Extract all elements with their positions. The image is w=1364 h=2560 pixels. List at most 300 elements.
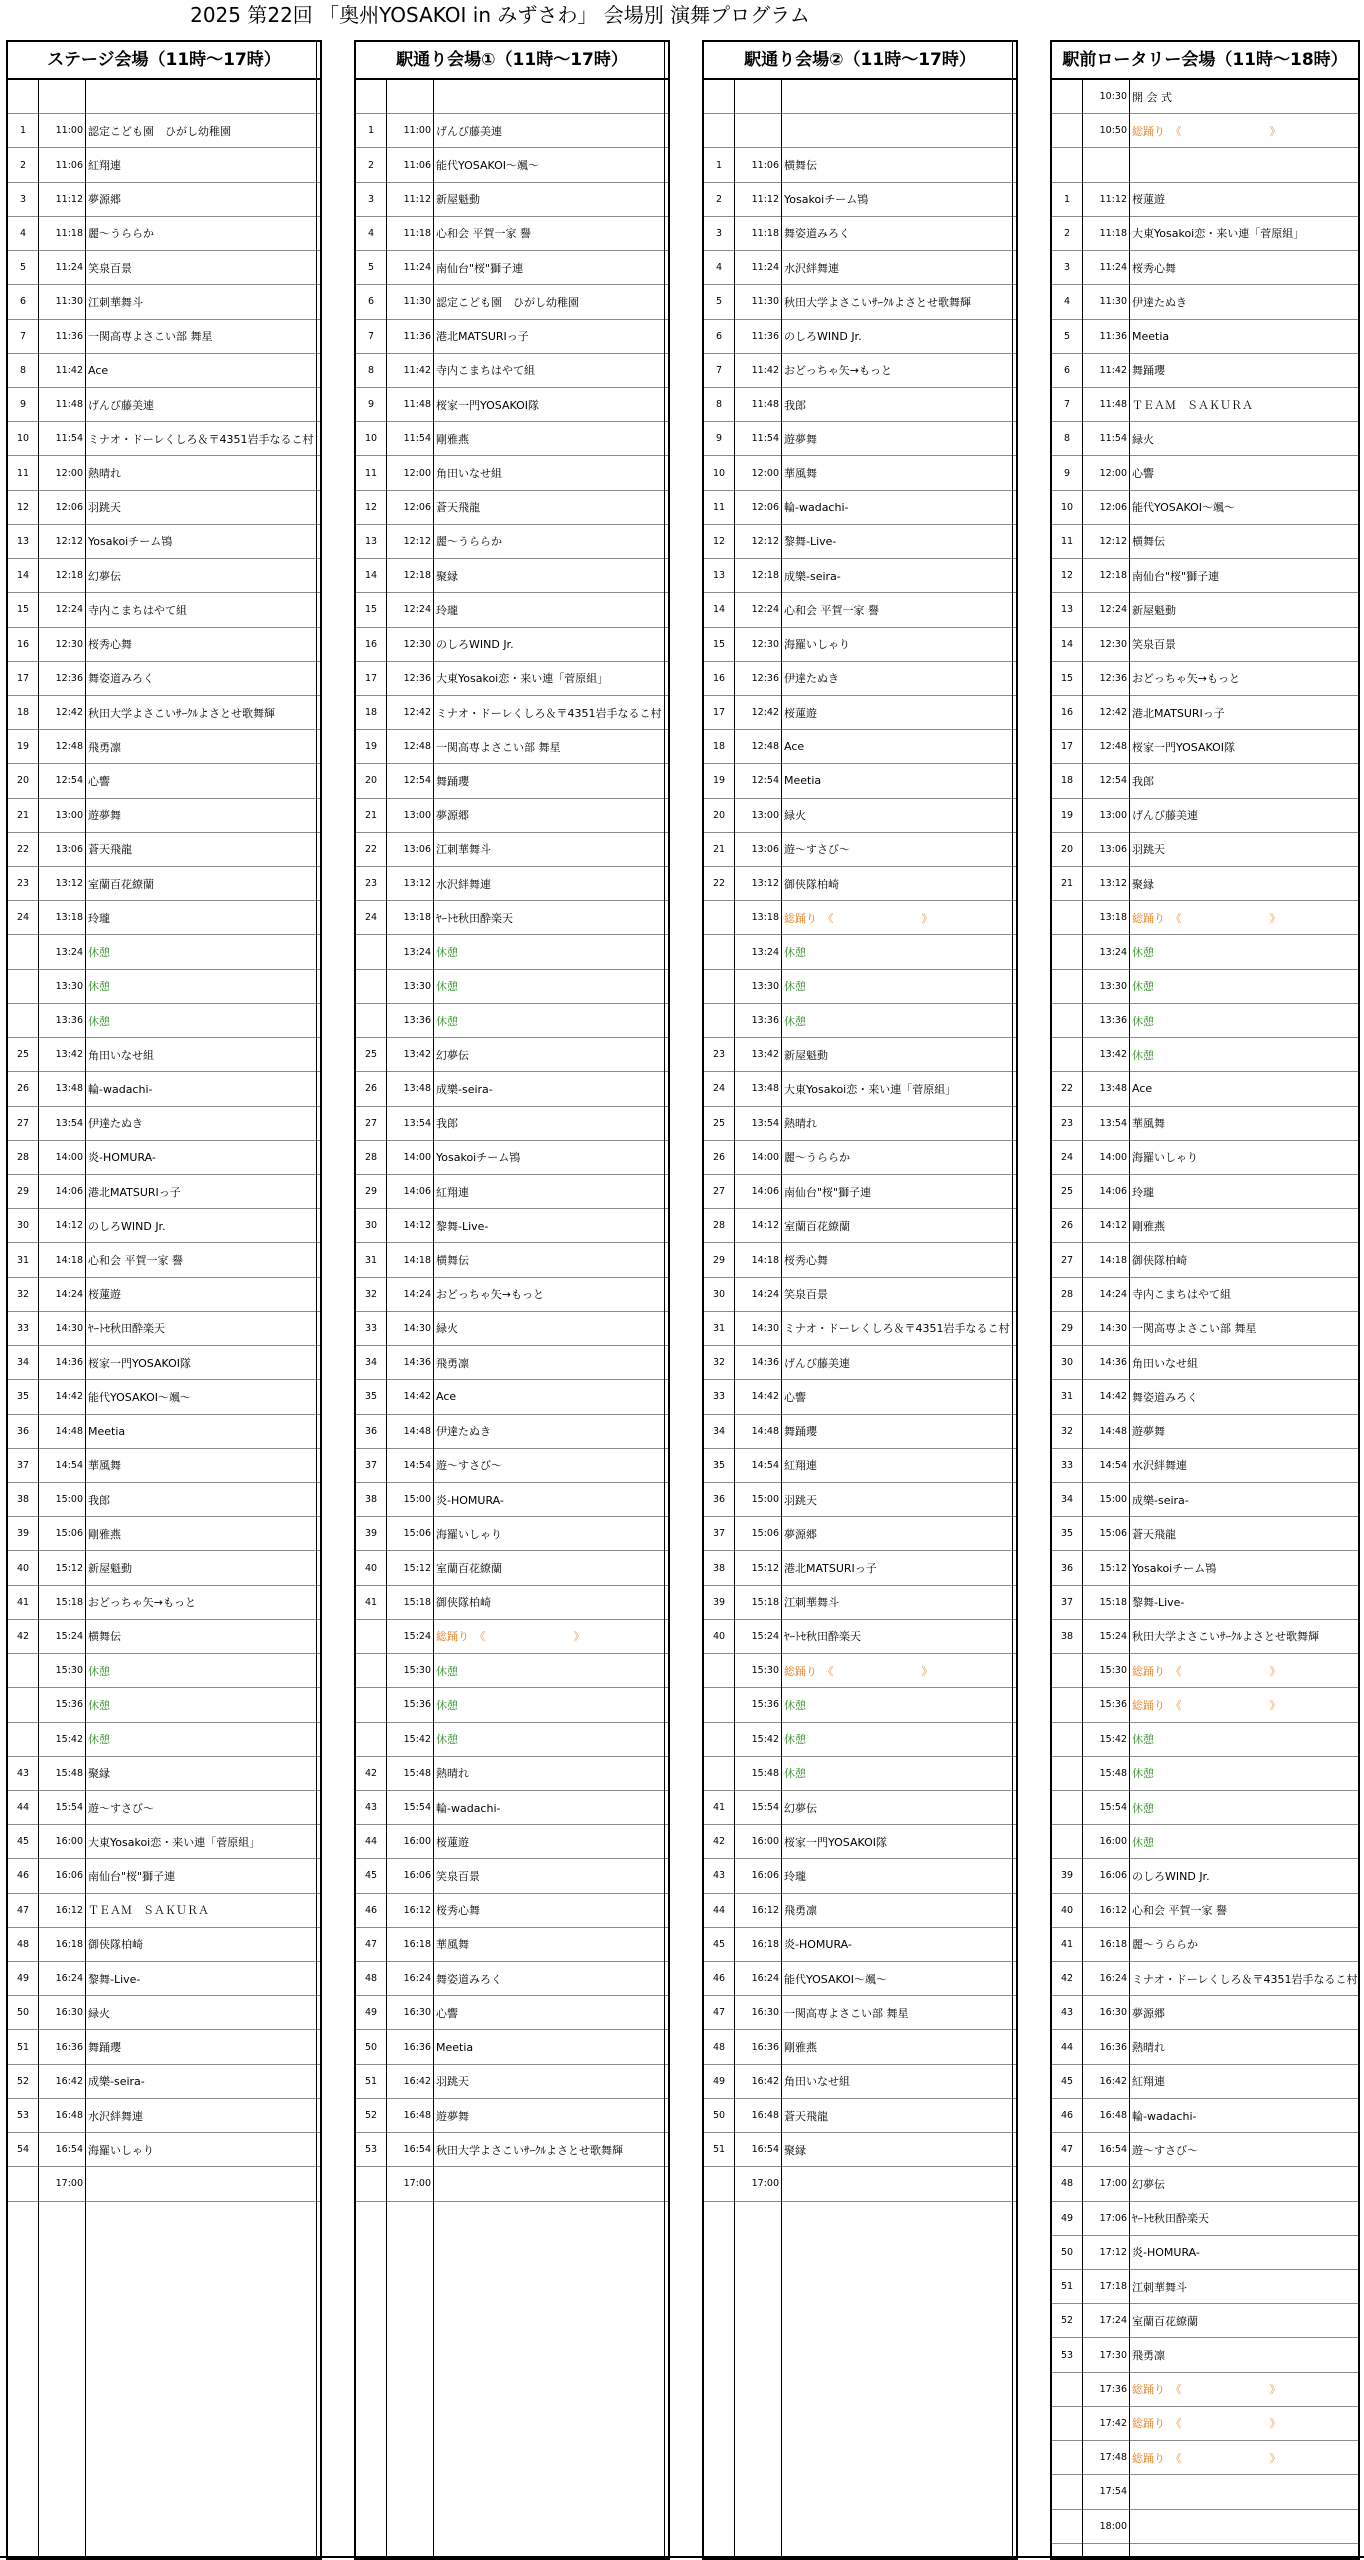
schedule-row	[8, 1449, 320, 1483]
break-label: 休憩	[1132, 1733, 1154, 1747]
performance-number: 43	[16, 1767, 30, 1779]
inner-column-line	[734, 80, 735, 2558]
schedule-row	[8, 2030, 320, 2064]
break-label: 休憩	[88, 1664, 110, 1678]
schedule-row	[1052, 559, 1358, 593]
team-name: 秋田大学よさこいｻｰｸﾙよさとせ歌舞輝	[436, 2143, 623, 2157]
performance-number: 33	[364, 1322, 378, 1334]
performance-number	[1052, 1723, 1082, 1756]
team-name: 蒼天飛龍	[436, 501, 480, 515]
schedule-row	[704, 730, 1016, 764]
schedule-row	[704, 1825, 1016, 1859]
team-name: 羽跳天	[1132, 843, 1165, 857]
start-time: 15:54	[403, 1802, 431, 1814]
start-time: 11:24	[55, 262, 83, 274]
team-name: 華風舞	[1132, 1117, 1165, 1131]
start-time: 15:54	[751, 1802, 779, 1814]
start-time: 15:24	[55, 1630, 83, 1642]
start-time: 14:42	[403, 1391, 431, 1403]
team-name: 江刺華舞斗	[784, 1596, 839, 1610]
performance-number: 32	[1060, 1425, 1074, 1437]
start-time: 16:36	[1099, 2041, 1127, 2053]
performance-number	[1052, 1038, 1082, 1071]
schedule-row	[356, 1278, 668, 1312]
break-label: 休憩	[784, 1014, 806, 1028]
schedule-row	[8, 354, 320, 388]
start-time: 11:54	[1099, 433, 1127, 445]
schedule-row	[8, 1757, 320, 1791]
schedule-rows	[1052, 80, 1358, 2544]
schedule-row	[1052, 525, 1358, 559]
start-time: 14:48	[1099, 1425, 1127, 1437]
performance-number	[1052, 2510, 1082, 2543]
schedule-row	[8, 970, 320, 1004]
performance-number	[356, 1723, 386, 1756]
schedule-row	[1052, 730, 1358, 764]
schedule-row	[8, 1483, 320, 1517]
start-time: 14:12	[1099, 1220, 1127, 1232]
team-name: ﾔｰﾄｾ秋田酔楽天	[88, 1322, 165, 1336]
schedule-row	[704, 1483, 1016, 1517]
performance-number	[704, 935, 734, 968]
performance-number: 20	[1060, 843, 1074, 855]
start-time: 10:50	[1099, 125, 1127, 137]
schedule-row	[8, 1688, 320, 1722]
performance-number	[8, 1723, 38, 1756]
start-time: 16:00	[751, 1836, 779, 1848]
schedule-row	[704, 1996, 1016, 2030]
start-time: 16:12	[751, 1904, 779, 1916]
performance-number: 47	[16, 1904, 30, 1916]
performance-number: 41	[712, 1802, 726, 1814]
team-name: 緑火	[88, 2006, 110, 2020]
schedule-row	[8, 1928, 320, 1962]
start-time: 16:54	[1099, 2144, 1127, 2156]
performance-number: 6	[19, 296, 27, 308]
schedule-row	[8, 1551, 320, 1585]
start-time: 17:00	[751, 2178, 779, 2190]
schedule-row	[8, 491, 320, 525]
schedule-row	[8, 1894, 320, 1928]
performance-number	[1052, 2441, 1082, 2474]
schedule-row	[704, 1723, 1016, 1757]
schedule-row	[1052, 2304, 1358, 2338]
performance-number: 26	[16, 1083, 30, 1095]
start-time: 13:36	[1099, 1015, 1127, 1027]
column-divider	[664, 40, 665, 2560]
start-time: 12:12	[55, 535, 83, 547]
start-time: 12:42	[751, 707, 779, 719]
performance-number	[704, 80, 734, 113]
performance-number: 24	[16, 912, 30, 924]
break-label: 休憩	[436, 1664, 458, 1678]
schedule-row	[356, 217, 668, 251]
schedule-row	[1052, 2065, 1358, 2099]
start-time: 14:54	[403, 1459, 431, 1471]
start-time: 11:06	[751, 159, 779, 171]
performance-number	[356, 1688, 386, 1721]
schedule-row	[356, 285, 668, 319]
performance-number: 10	[712, 467, 726, 479]
start-time: 14:12	[751, 1220, 779, 1232]
schedule-row	[1052, 901, 1358, 935]
team-name: のしろWIND Jr.	[88, 1219, 166, 1233]
performance-number: 18	[1060, 775, 1074, 787]
start-time: 14:24	[55, 1288, 83, 1300]
performance-number: 37	[1060, 1596, 1074, 1608]
performance-number: 4	[715, 262, 723, 274]
schedule-row	[8, 1791, 320, 1825]
team-name: Ace	[88, 363, 109, 377]
team-name: Ace	[784, 740, 805, 754]
team-name: 心響	[88, 774, 110, 788]
performance-number: 7	[715, 364, 723, 376]
team-name: 一関高専よさこい部 舞星	[88, 330, 213, 344]
schedule-row	[1052, 251, 1358, 285]
performance-number	[1052, 1757, 1082, 1790]
schedule-row	[8, 1825, 320, 1859]
schedule-row	[356, 1004, 668, 1038]
performance-number: 24	[1060, 1151, 1074, 1163]
column-divider	[1012, 40, 1013, 2560]
start-time: 12:54	[1099, 775, 1127, 787]
performance-number: 45	[16, 1836, 30, 1848]
team-name: 秋田大学よさこいｻｰｸﾙよさとせ歌舞輝	[1132, 1630, 1319, 1644]
start-time: 16:12	[1099, 1904, 1127, 1916]
performance-number: 50	[712, 2110, 726, 2122]
team-name: 伊達たぬき	[436, 1425, 491, 1439]
performance-number: 3	[19, 193, 27, 205]
schedule-row	[1052, 320, 1358, 354]
soodori-label: 総踊り 《 》	[784, 911, 933, 925]
start-time: 13:06	[55, 843, 83, 855]
performance-number: 51	[16, 2041, 30, 2053]
start-time: 14:36	[55, 1357, 83, 1369]
start-time: 13:00	[403, 809, 431, 821]
schedule-row	[1052, 217, 1358, 251]
schedule-row	[1052, 2030, 1358, 2064]
team-name: 桜家一門YOSAKOI隊	[1132, 740, 1236, 754]
performance-number: 4	[1063, 296, 1071, 308]
performance-number: 5	[1063, 330, 1071, 342]
schedule-row	[704, 1449, 1016, 1483]
team-name: ﾔｰﾄｾ秋田酔楽天	[1132, 2212, 1209, 2226]
schedule-row	[8, 1004, 320, 1038]
soodori-label: 総踊り 《 》	[1132, 124, 1281, 138]
schedule-row	[1052, 1791, 1358, 1825]
team-name: 麗～うららか	[1132, 1938, 1198, 1952]
performance-number: 45	[712, 1938, 726, 1950]
schedule-row	[1052, 833, 1358, 867]
schedule-row	[356, 1791, 668, 1825]
start-time: 12:36	[1099, 672, 1127, 684]
team-name: 輪-wadachi-	[88, 1082, 153, 1096]
performance-number: 52	[364, 2110, 378, 2122]
schedule-row	[704, 1928, 1016, 1962]
performance-number: 14	[712, 604, 726, 616]
performance-number: 1	[19, 125, 27, 137]
performance-number: 49	[1060, 2212, 1074, 2224]
start-time: 15:18	[751, 1596, 779, 1608]
start-time: 12:06	[55, 501, 83, 513]
start-time: 12:54	[403, 775, 431, 787]
team-name: 海羅いしゃり	[88, 2143, 154, 2157]
performance-number: 39	[1060, 1870, 1074, 1882]
performance-number: 33	[712, 1391, 726, 1403]
performance-number: 31	[712, 1322, 726, 1334]
performance-number: 25	[712, 1117, 726, 1129]
schedule-row	[356, 696, 668, 730]
schedule-row	[704, 525, 1016, 559]
team-name: 南仙台"桜"獅子連	[784, 1185, 872, 1199]
start-time: 16:48	[751, 2110, 779, 2122]
performance-number: 41	[16, 1596, 30, 1608]
start-time: 13:36	[751, 1015, 779, 1027]
start-time: 16:48	[55, 2110, 83, 2122]
performance-number	[356, 935, 386, 968]
performance-number: 14	[16, 570, 30, 582]
team-name: 南仙台"桜"獅子連	[436, 261, 524, 275]
venue-stage-panel	[6, 40, 322, 2560]
performance-number: 11	[364, 467, 378, 479]
team-name: 能代YOSAKOI～颯～	[436, 159, 540, 173]
start-time: 14:24	[403, 1288, 431, 1300]
start-time: 14:18	[403, 1254, 431, 1266]
schedule-row	[704, 2167, 1016, 2201]
schedule-row	[1052, 1346, 1358, 1380]
start-time: 16:00	[403, 1836, 431, 1848]
schedule-row	[1052, 1859, 1358, 1893]
start-time: 11:24	[1099, 262, 1127, 274]
start-time: 14:42	[751, 1391, 779, 1403]
performance-number: 8	[19, 364, 27, 376]
performance-number: 9	[19, 399, 27, 411]
team-name: 麗～うららか	[784, 1151, 850, 1165]
start-time: 14:06	[403, 1186, 431, 1198]
team-name: 御侠隊柏崎	[436, 1596, 491, 1610]
schedule-row	[704, 1346, 1016, 1380]
schedule-row	[8, 799, 320, 833]
start-time: 11:12	[751, 193, 779, 205]
team-name: 横舞伝	[88, 1630, 121, 1644]
performance-number: 35	[1060, 1528, 1074, 1540]
start-time: 15:06	[751, 1528, 779, 1540]
performance-number: 22	[1060, 1083, 1074, 1095]
schedule-row	[8, 1723, 320, 1757]
performance-number: 40	[1060, 1904, 1074, 1916]
performance-number: 16	[16, 638, 30, 650]
start-time: 12:36	[55, 672, 83, 684]
schedule-row	[704, 867, 1016, 901]
start-time: 12:24	[1099, 604, 1127, 616]
performance-number: 11	[1060, 535, 1074, 547]
schedule-row	[704, 970, 1016, 1004]
schedule-row	[1052, 628, 1358, 662]
performance-number: 41	[364, 1596, 378, 1608]
team-name: 飛勇凛	[88, 740, 121, 754]
venue-rotary-panel	[1050, 40, 1360, 2560]
schedule-row	[1052, 1072, 1358, 1106]
start-time: 11:42	[403, 364, 431, 376]
start-time: 12:06	[403, 501, 431, 513]
team-name: 新屋魁動	[436, 193, 480, 207]
start-time: 12:36	[403, 672, 431, 684]
schedule-row	[704, 80, 1016, 114]
performance-number: 36	[712, 1494, 726, 1506]
performance-number: 42	[16, 1630, 30, 1642]
team-name: おどっちゃ矢→もっと	[784, 364, 892, 378]
performance-number: 51	[1060, 2281, 1074, 2293]
team-name: 港北MATSURIっ子	[436, 330, 529, 344]
schedule-row	[1052, 456, 1358, 490]
start-time: 13:42	[403, 1049, 431, 1061]
start-time: 15:48	[1099, 1767, 1127, 1779]
schedule-row	[356, 1415, 668, 1449]
team-name: 認定こども園 ひがし幼稚園	[88, 124, 231, 138]
performance-number	[1052, 2475, 1082, 2508]
start-time: 11:00	[403, 125, 431, 137]
schedule-row	[1052, 1928, 1358, 1962]
performance-number: 32	[712, 1357, 726, 1369]
break-label: 休憩	[1132, 1014, 1154, 1028]
start-time: 13:00	[1099, 809, 1127, 821]
break-label: 休憩	[1132, 980, 1154, 994]
team-name: 輪-wadachi-	[1132, 2109, 1197, 2123]
team-name: 心和会 平賀一家 譽	[784, 603, 879, 617]
performance-number: 46	[364, 1904, 378, 1916]
schedule-row	[1052, 1312, 1358, 1346]
schedule-row	[8, 1038, 320, 1072]
team-name: 寺内こまちはやて組	[88, 603, 187, 617]
soodori-label: 総踊り 《 》	[436, 1630, 585, 1644]
team-name: 夢源郷	[436, 809, 469, 823]
venue-ekidori-2-panel	[702, 40, 1018, 2560]
team-name: 聚縁	[1132, 877, 1154, 891]
team-name: 紅翔連	[88, 159, 121, 173]
team-name: 能代YOSAKOI～颯～	[1132, 501, 1236, 515]
start-time: 15:06	[1099, 1528, 1127, 1540]
team-name: 剛雅燕	[88, 1527, 121, 1541]
performance-number: 23	[1060, 1117, 1074, 1129]
performance-number: 50	[364, 2041, 378, 2053]
performance-number	[356, 1654, 386, 1687]
schedule-row	[8, 1243, 320, 1277]
break-label: 休憩	[88, 1733, 110, 1747]
schedule-row	[356, 799, 668, 833]
start-time: 14:06	[55, 1186, 83, 1198]
start-time: 11:24	[403, 262, 431, 274]
schedule-row	[704, 354, 1016, 388]
team-name: 幻夢伝	[1132, 2177, 1165, 2191]
start-time: 13:30	[1099, 980, 1127, 992]
start-time: 12:30	[403, 638, 431, 650]
schedule-row	[704, 217, 1016, 251]
start-time: 14:48	[751, 1425, 779, 1437]
performance-number: 18	[364, 707, 378, 719]
schedule-row	[1052, 1278, 1358, 1312]
start-time: 15:42	[55, 1733, 83, 1745]
start-time: 15:00	[403, 1494, 431, 1506]
performance-number: 26	[712, 1151, 726, 1163]
start-time: 17:54	[1099, 2486, 1127, 2498]
performance-number	[356, 1004, 386, 1037]
team-name: 角田いなせ組	[1132, 1356, 1198, 1370]
start-time: 12:00	[55, 467, 83, 479]
team-name: 炎-HOMURA-	[784, 1938, 852, 1952]
team-name: 緑火	[1132, 432, 1154, 446]
schedule-row	[8, 628, 320, 662]
team-name: 水沢絆舞連	[784, 261, 839, 275]
start-time: 15:42	[403, 1733, 431, 1745]
team-name: 御侠隊柏崎	[1132, 1254, 1187, 1268]
schedule-row	[1052, 1380, 1358, 1414]
schedule-row	[8, 285, 320, 319]
team-name: 心響	[784, 1390, 806, 1404]
team-name	[781, 80, 1016, 113]
performance-number: 17	[16, 672, 30, 684]
schedule-row	[8, 1072, 320, 1106]
performance-number: 30	[16, 1220, 30, 1232]
team-name: 室蘭百花繚蘭	[784, 1219, 850, 1233]
performance-number: 37	[712, 1528, 726, 1540]
start-time: 12:18	[55, 570, 83, 582]
team-name: 舞踊瓔	[1132, 364, 1165, 378]
start-time: 13:54	[55, 1117, 83, 1129]
team-name: 心和会 平賀一家 譽	[436, 227, 531, 241]
start-time: 17:12	[1099, 2246, 1127, 2258]
schedule-row	[356, 1825, 668, 1859]
break-label: 休憩	[1132, 1767, 1154, 1781]
team-name: 我郎	[1132, 774, 1154, 788]
start-time: 11:12	[55, 193, 83, 205]
performance-number: 30	[364, 1220, 378, 1232]
start-time: 11:48	[751, 399, 779, 411]
schedule-row	[356, 593, 668, 627]
schedule-row	[356, 1517, 668, 1551]
schedule-row	[704, 1894, 1016, 1928]
start-time: 11:36	[1099, 330, 1127, 342]
performance-number: 22	[16, 843, 30, 855]
inner-column-line	[1082, 80, 1083, 2558]
team-name: 笑泉百景	[1132, 638, 1176, 652]
break-label: 休憩	[1132, 1801, 1154, 1815]
performance-number	[356, 970, 386, 1003]
start-time: 15:24	[403, 1630, 431, 1642]
performance-number	[1052, 1004, 1082, 1037]
team-name: 一関高専よさこい部 舞星	[436, 740, 561, 754]
team-name: 大東Yosakoi恋・来い連「菅原組」	[436, 672, 609, 686]
team-name: 紅翔連	[1132, 2075, 1165, 2089]
schedule-row	[1052, 1825, 1358, 1859]
start-time: 14:54	[1099, 1459, 1127, 1471]
start-time: 14:00	[55, 1151, 83, 1163]
start-time: 16:42	[1099, 2075, 1127, 2087]
team-name: 室蘭百花繚蘭	[88, 877, 154, 891]
performance-number: 2	[367, 159, 375, 171]
schedule-row	[1052, 799, 1358, 833]
start-time: 14:30	[403, 1322, 431, 1334]
performance-number: 5	[715, 296, 723, 308]
start-time: 14:54	[751, 1459, 779, 1471]
team-name: ＴＥＡＭ ＳＡＫＵＲＡ	[88, 1904, 209, 1918]
team-name: 成樂-seira-	[784, 569, 841, 583]
performance-number: 14	[1060, 638, 1074, 650]
start-time: 13:06	[1099, 843, 1127, 855]
team-name: 秋田大学よさこいｻｰｸﾙよさとせ歌舞輝	[784, 295, 971, 309]
start-time: 15:48	[751, 1767, 779, 1779]
start-time: 13:24	[751, 946, 779, 958]
start-time: 15:12	[751, 1562, 779, 1574]
